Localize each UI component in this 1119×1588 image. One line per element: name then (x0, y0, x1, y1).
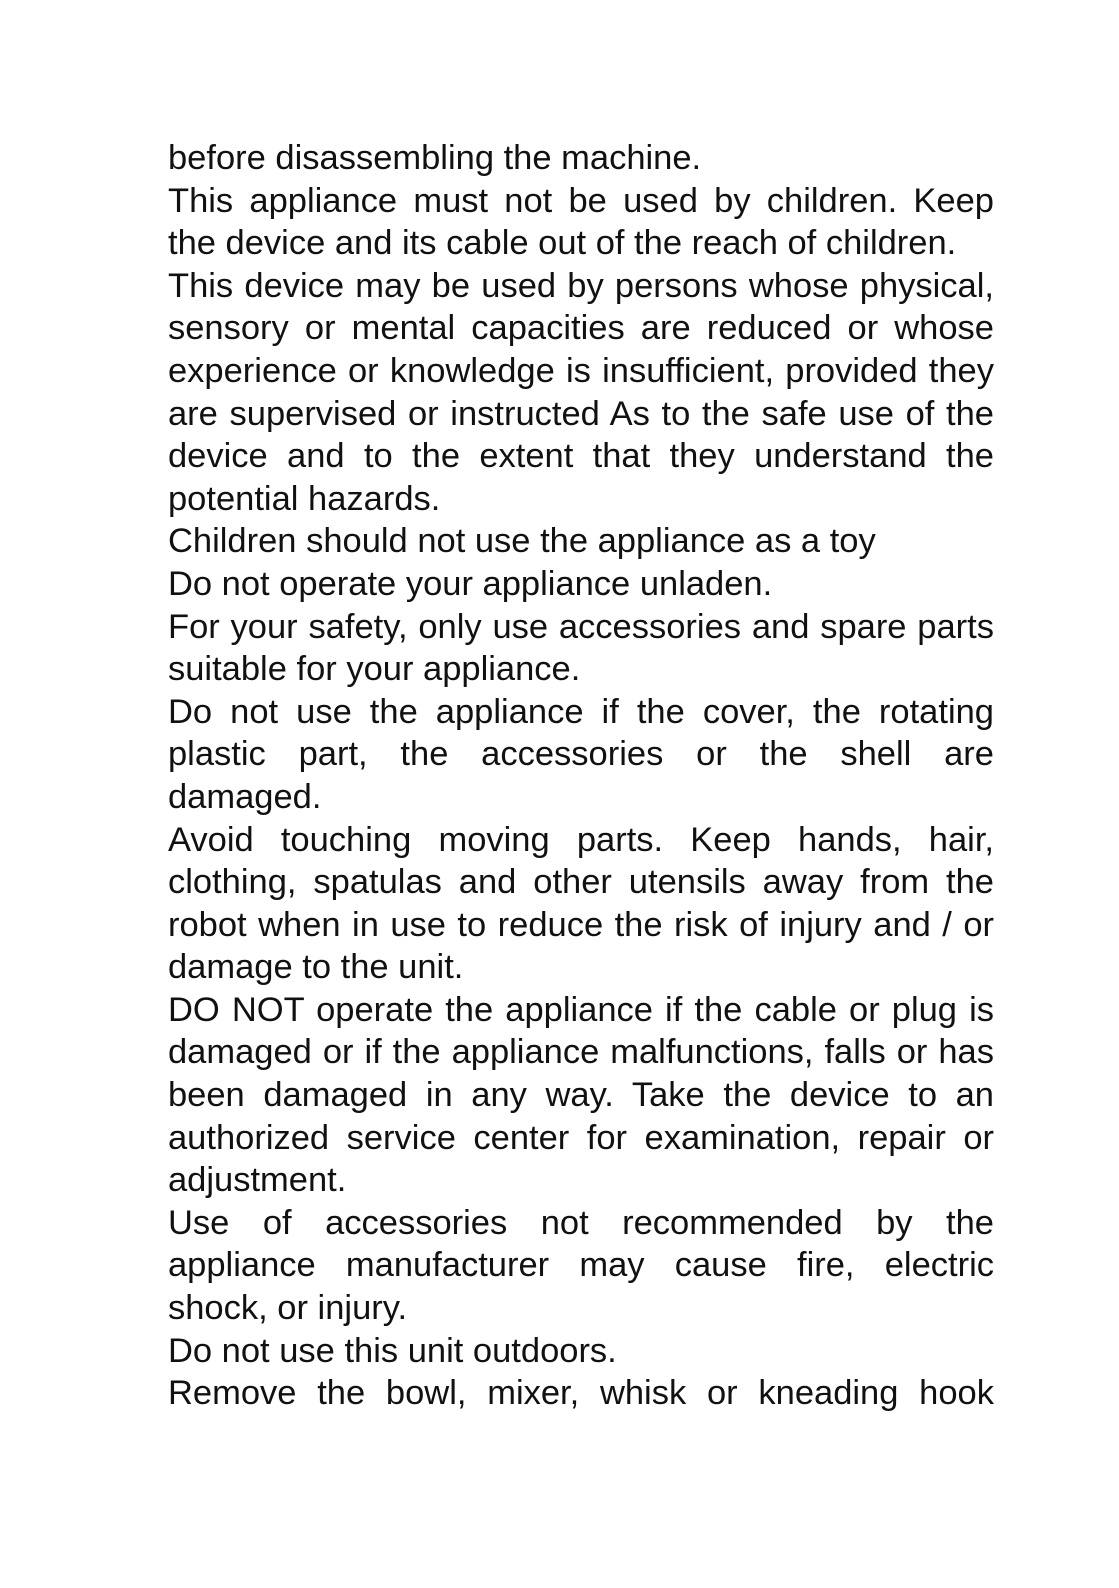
paragraph-toy-warning: Children should not use the appliance as a toy (168, 522, 876, 561)
paragraph-unrecommended-accessories: Use of accessories not recommended by the appliance manufacturer may cause fire, electric shock, or injury. (168, 1203, 994, 1328)
paragraph-unladen: Do not operate your appliance unladen. (168, 564, 773, 603)
paragraph-remove-bowl: Remove the bowl, mixer, whisk or kneading hook (168, 1374, 994, 1413)
paragraph-moving-parts: Avoid touching moving parts. Keep hands, hair, clothing, spatulas and other utensils away from the robot when in use to reduce the risk of injury and / or damage to the unit. (168, 820, 994, 987)
paragraph-damaged-parts: Do not use the appliance if the cover, the rotating plastic part, the accessories or the shell are damaged. (168, 692, 994, 816)
paragraph-damaged-cable: DO NOT operate the appliance if the cable or plug is damaged or if the appliance malfunctions, falls or has been damaged in any way. Take the device to an authorized service center for examination, repair or adjustment. (168, 990, 994, 1200)
paragraph-reduced-capacities: This device may be used by persons whose physical, sensory or mental capacities are reduced or whose experience or knowledge is insufficient, provided they are supervised or instructed As to the safe use of the device and to the extent that they understand the potential hazards. (168, 266, 994, 518)
paragraph-disassembly: before disassembling the machine. (168, 139, 702, 177)
paragraph-accessories-safety: For your safety, only use accessories and spare parts suitable for your appliance. (168, 607, 994, 689)
paragraph-children-use: This appliance must not be used by children. Keep the device and its cable out of the reach of children. (168, 181, 994, 263)
document-page (168, 137, 994, 1415)
paragraph-outdoors: Do not use this unit outdoors. (168, 1331, 617, 1370)
